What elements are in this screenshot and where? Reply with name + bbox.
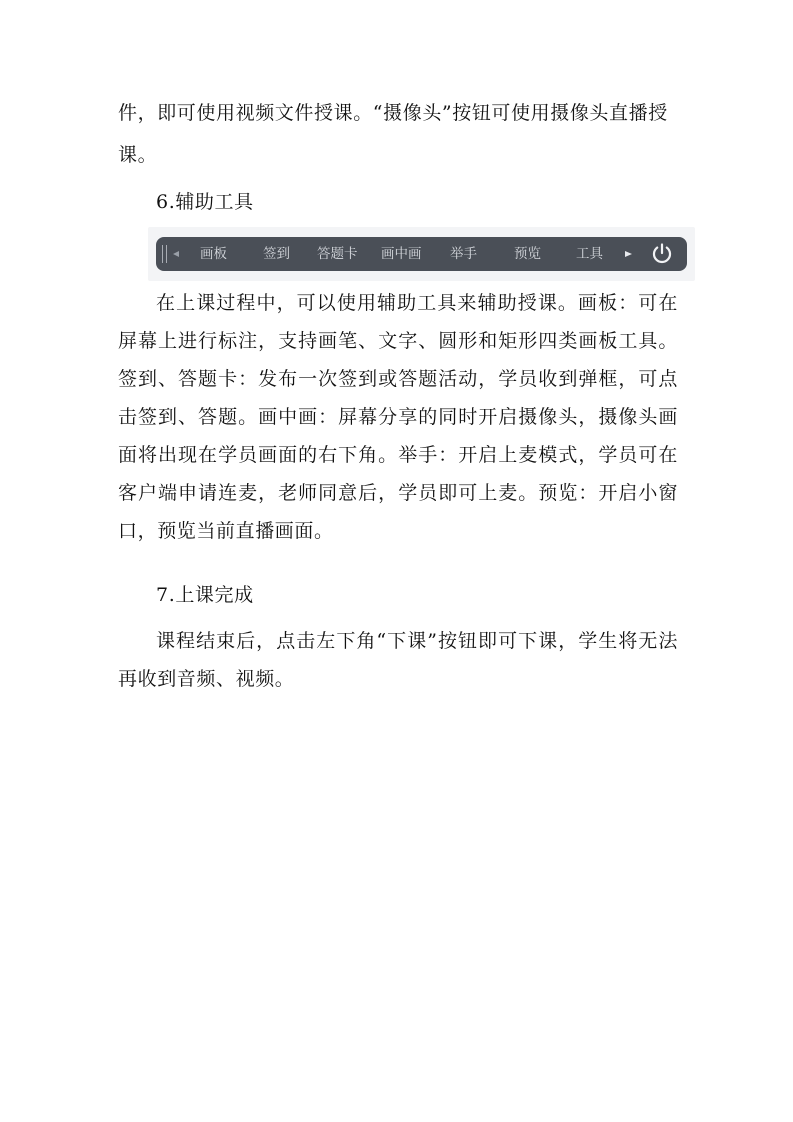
- arrow-left-icon[interactable]: [173, 251, 179, 257]
- toolbar-screenshot: [148, 227, 695, 281]
- toolbar-item-sign-in[interactable]: 签到: [263, 246, 290, 262]
- paragraph-auxiliary-tools: 在上课过程中，可以使用辅助工具来辅助授课。画板：可在屏幕上进行标注，支持画笔、文字、圆形和矩形四类画板工具。签到、答题卡：发布一次签到或答题活动，学员收到弹框，可点击签到、答题。画中画：屏幕分享的同时开启摄像头，摄像头画面将出现在学员画面的右下角。举手：开启上麦模式，学员可在客户端申请连麦，老师同意后，学员即可上麦。预览：开启小窗口，预览当前直播画面。: [118, 292, 678, 542]
- paragraph-class-finish: 课程结束后，点击左下角“下课”按钮即可下课，学生将无法再收到音频、视频。: [118, 630, 678, 690]
- paragraph-text: 件，即可使用视频文件授课。“摄像头”按钮可使用摄像头直播授: [118, 102, 668, 124]
- paragraph-text: 课。: [118, 144, 158, 166]
- toolbar-item-picture-in-picture[interactable]: 画中画: [381, 246, 422, 262]
- arrow-right-icon[interactable]: [625, 251, 632, 257]
- toolbar-item-tools[interactable]: 工具: [576, 246, 603, 262]
- section-heading: 6.辅助工具: [156, 191, 254, 213]
- grip-handle-icon[interactable]: [162, 245, 167, 263]
- auxiliary-toolbar: [156, 237, 687, 271]
- toolbar-item-whiteboard[interactable]: 画板: [200, 246, 227, 262]
- toolbar-item-answer-card[interactable]: 答题卡: [317, 246, 358, 262]
- paragraph-line: [118, 136, 678, 174]
- toolbar-item-preview[interactable]: 预览: [514, 246, 541, 262]
- paragraph-line: [118, 94, 678, 132]
- power-icon[interactable]: [650, 242, 674, 266]
- toolbar-item-raise-hand[interactable]: 举手: [450, 246, 477, 262]
- section-heading: 7.上课完成: [156, 584, 254, 606]
